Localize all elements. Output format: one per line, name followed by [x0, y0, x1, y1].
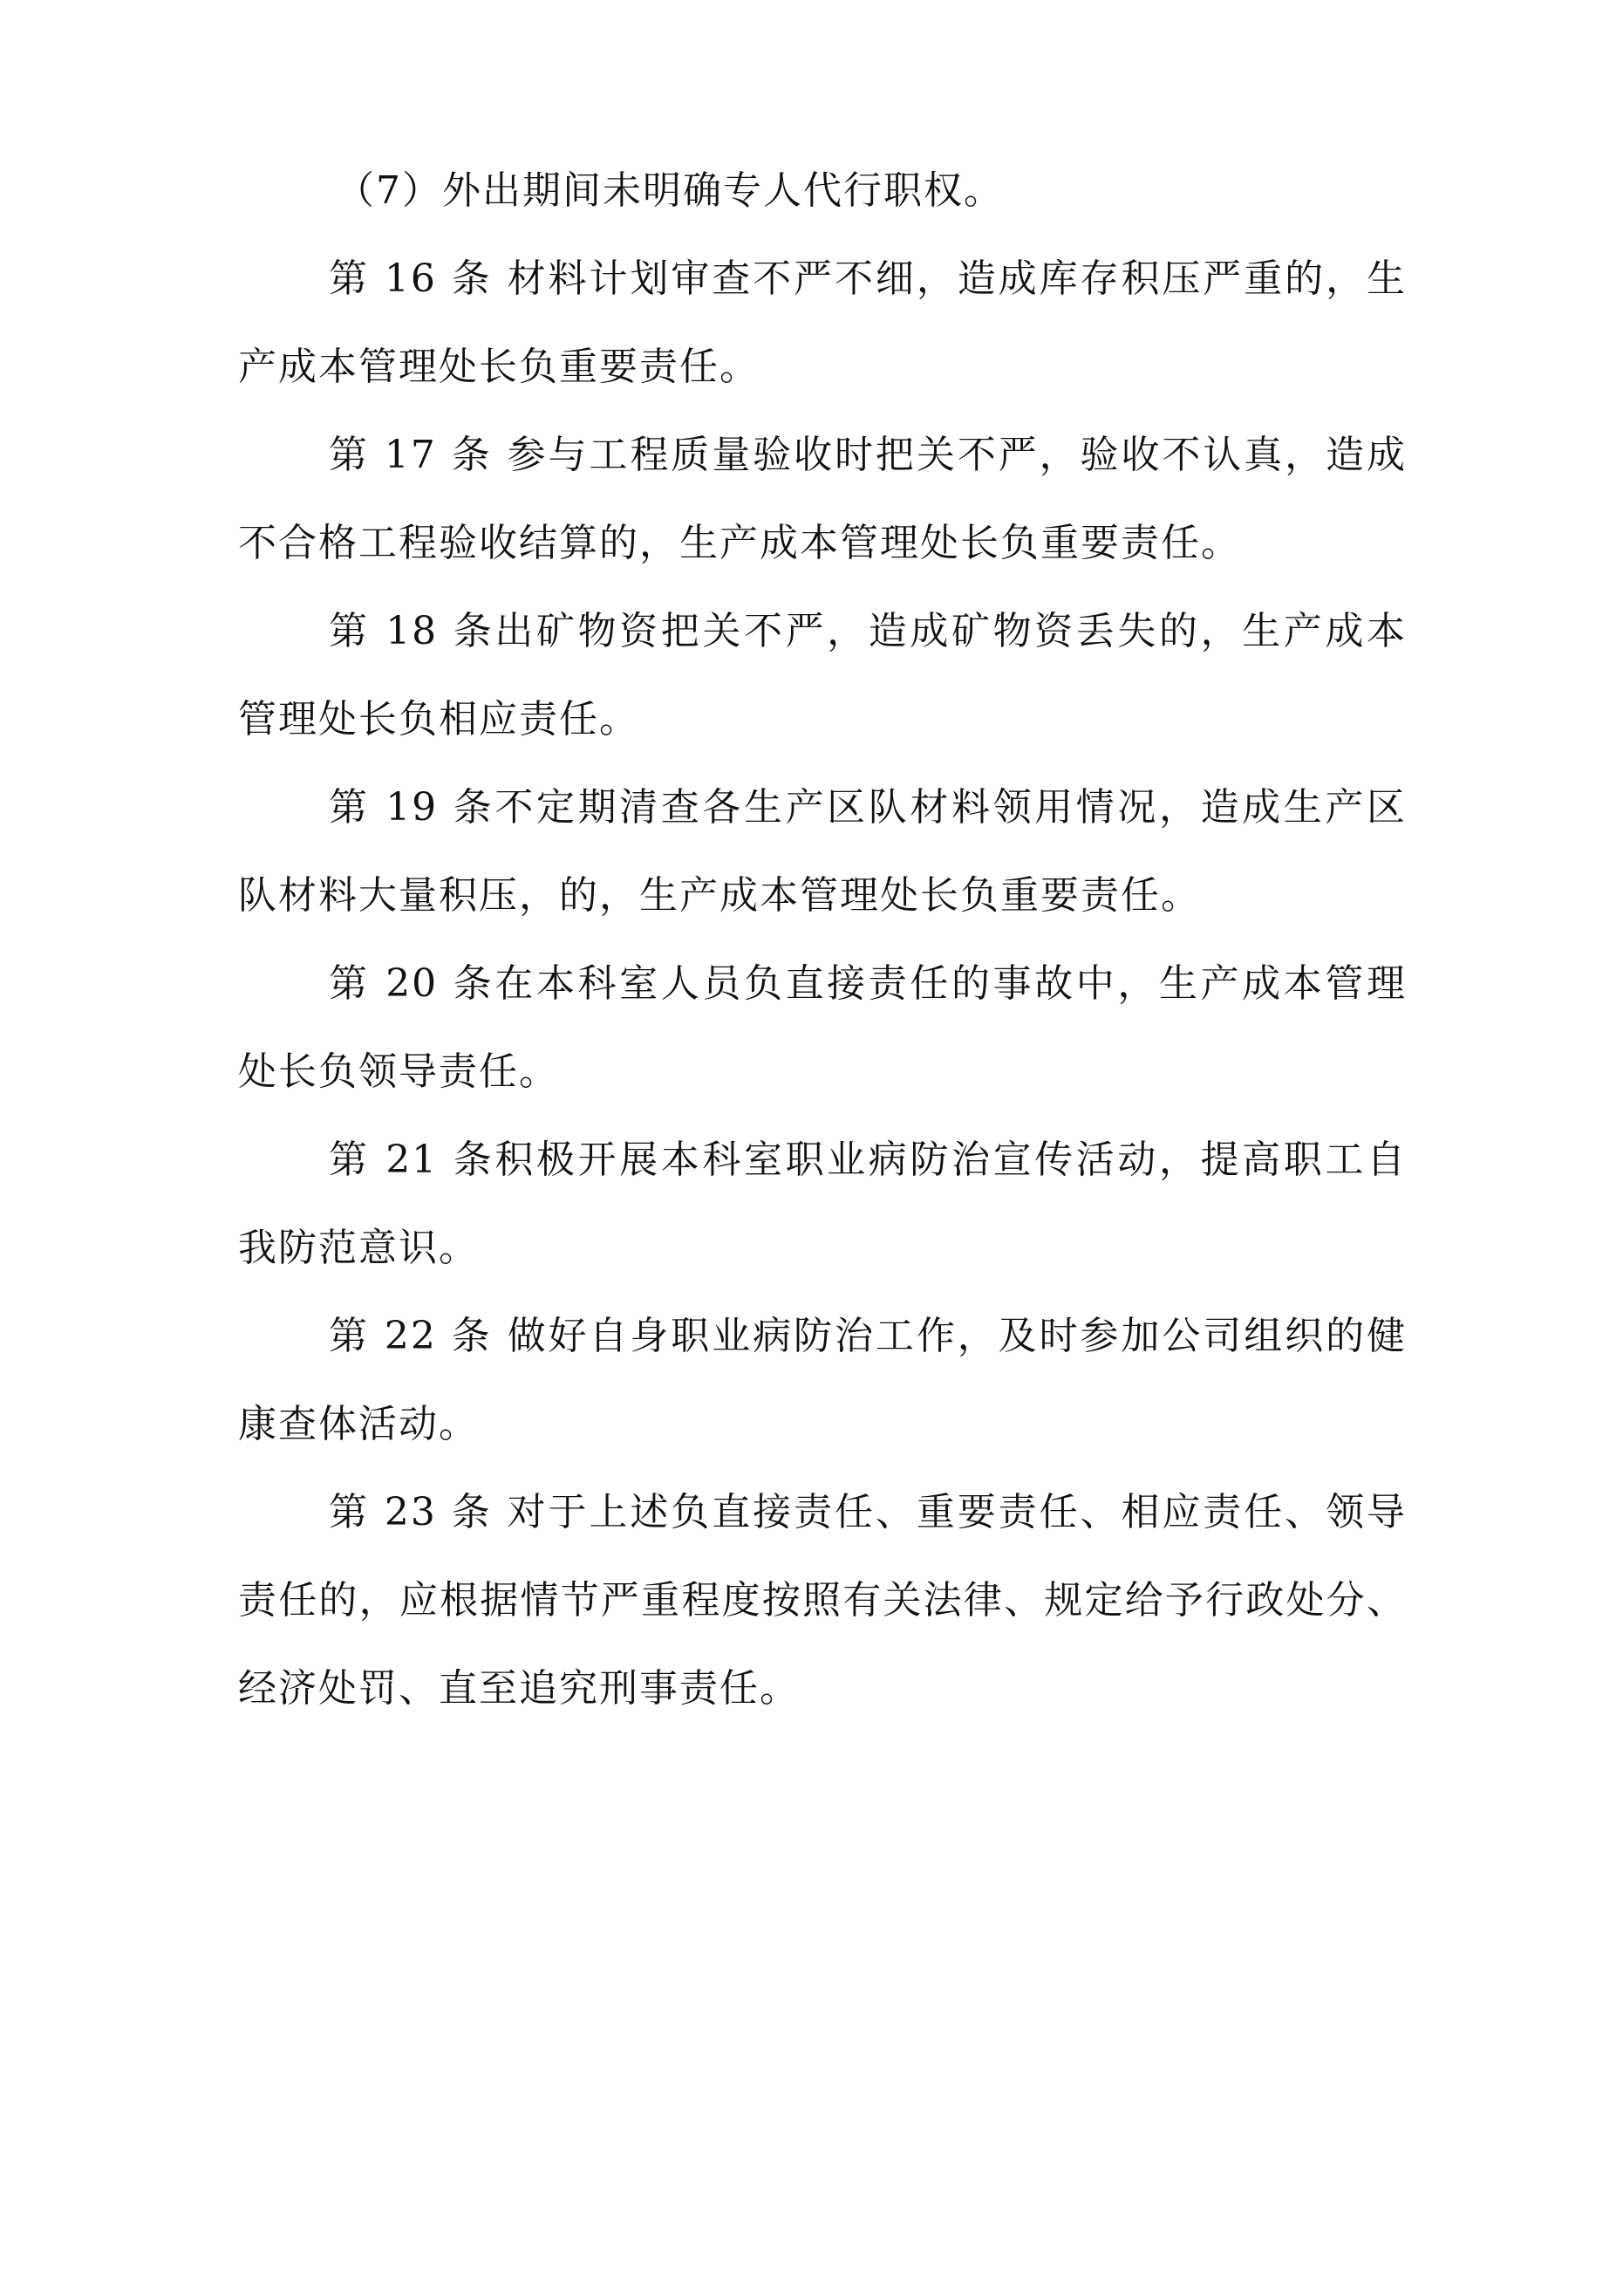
article-21-paragraph: 第 21 条积极开展本科室职业病防治宣传活动，提高职工自我防范意识。 — [238, 1138, 1407, 1270]
article-20-paragraph: 第 20 条在本科室人员负直接责任的事故中，生产成本管理处长负领导责任。 — [238, 961, 1407, 1094]
article-16-paragraph: 第 16 条 材料计划审查不严不细，造成库存积压严重的，生产成本管理处长负重要责任。 — [238, 256, 1407, 389]
article-19-paragraph: 第 19 条不定期清查各生产区队材料领用情况，造成生产区队材料大量积压，的，生产成本管理处长负重要责任。 — [238, 785, 1407, 918]
article-23-paragraph: 第 23 条 对于上述负直接责任、重要责任、相应责任、领导责任的，应根据情节严重程度按照有关法律、规定给予行政处分、经济处罚、直至追究刑事责任。 — [238, 1490, 1407, 1711]
article-18-paragraph: 第 18 条出矿物资把关不严，造成矿物资丢失的，生产成本管理处长负相应责任。 — [238, 609, 1407, 741]
paragraph-item-7: （7）外出期间未明确专人代行职权。 — [336, 168, 1004, 213]
document-body — [238, 147, 1407, 1732]
article-17-paragraph: 第 17 条 参与工程质量验收时把关不严，验收不认真，造成不合格工程验收结算的，生产成本管理处长负重要责任。 — [238, 433, 1407, 565]
article-22-paragraph: 第 22 条 做好自身职业病防治工作，及时参加公司组织的健康查体活动。 — [238, 1314, 1407, 1446]
